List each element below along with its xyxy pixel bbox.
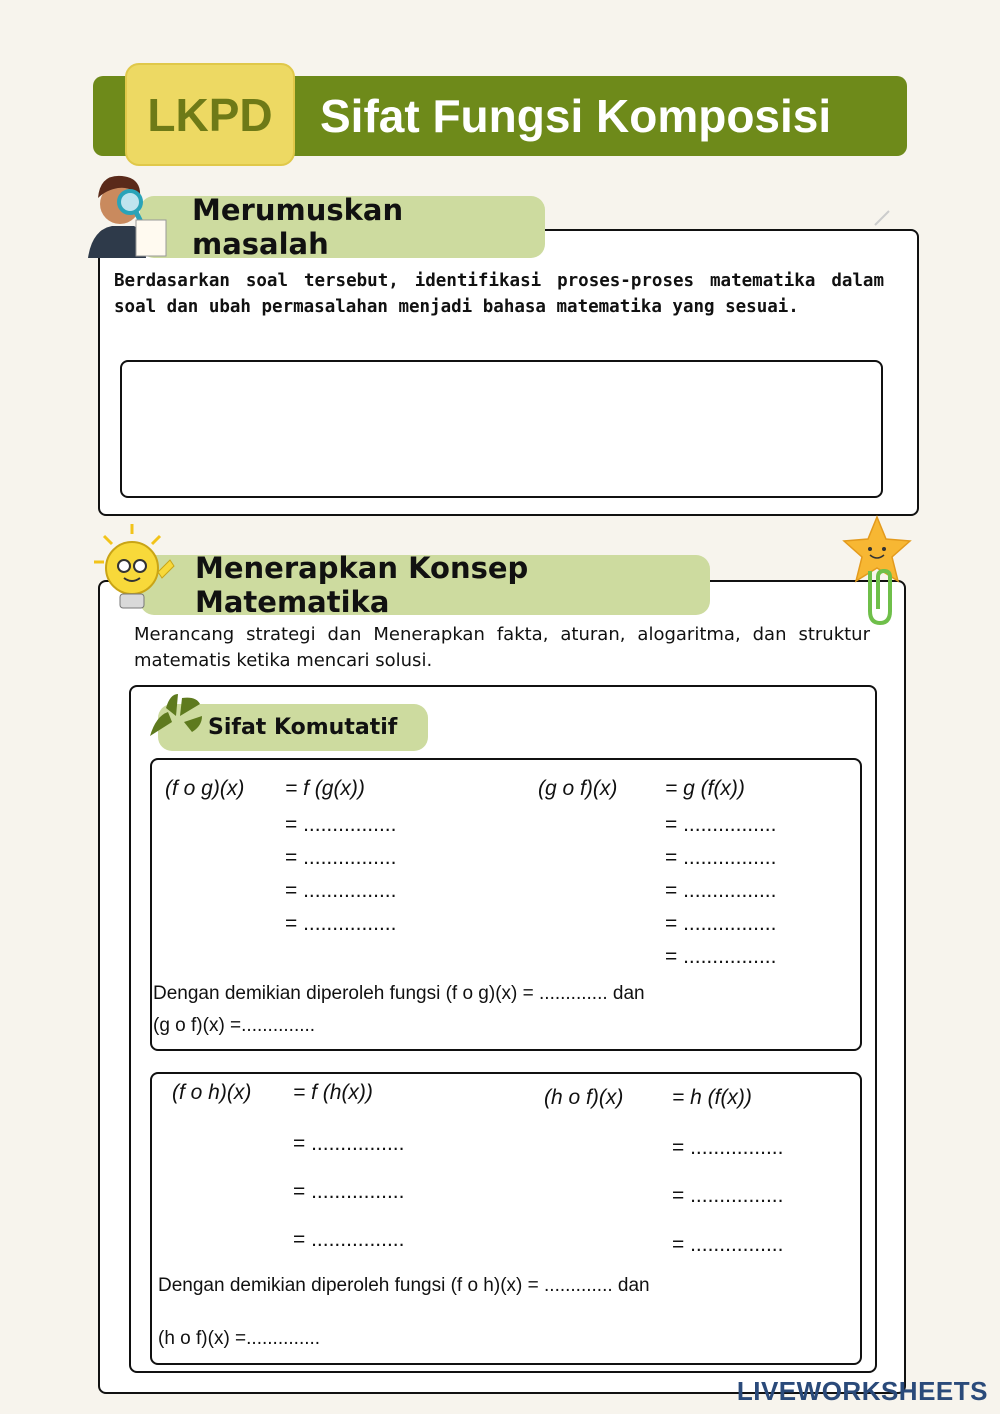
- problem-answer-field[interactable]: [120, 360, 883, 498]
- foh-step[interactable]: = ................: [293, 1180, 405, 1203]
- fog-label: (f o g)(x): [165, 777, 245, 800]
- hof-label: (h o f)(x): [544, 1086, 624, 1109]
- fog-conclusion: Dengan demikian diperoleh fungsi (f o g)(x) = ............. dan: [153, 983, 645, 1004]
- lightbulb-icon: [92, 522, 182, 614]
- gof-step[interactable]: = ................: [665, 813, 777, 836]
- hof-definition: = h (f(x)): [672, 1086, 752, 1109]
- calc-box-foh-hof: [150, 1072, 862, 1365]
- fog-step[interactable]: = ................: [285, 813, 397, 836]
- fog-definition: = f (g(x)): [285, 777, 365, 800]
- foh-definition: = f (h(x)): [293, 1081, 373, 1104]
- section-concept-instruction: Merancang strategi dan Menerapkan fakta, aturan, alogaritma, dan struktur matematis ketika mencari solusi.: [134, 624, 870, 671]
- detective-student-icon: [78, 168, 173, 260]
- fog-step[interactable]: = ................: [285, 846, 397, 869]
- hof-step[interactable]: = ................: [672, 1233, 784, 1256]
- fog-step[interactable]: = ................: [285, 912, 397, 935]
- gof-step[interactable]: = ................: [665, 879, 777, 902]
- liveworksheets-brand-text: LIVEWORKSHEETS: [736, 1376, 988, 1406]
- liveworksheets-logo[interactable]: [737, 1376, 988, 1407]
- section-problem-instruction: Berdasarkan soal tersebut, identifikasi proses-proses matematika dalam soal dan ubah permasalahan menjadi bahasa matematika yang sesuai.: [114, 271, 884, 317]
- gof-step[interactable]: = ................: [665, 945, 777, 968]
- lkpd-badge: LKPD: [125, 63, 295, 166]
- star-paperclip-icon: [840, 515, 915, 625]
- foh-conclusion: Dengan demikian diperoleh fungsi (f o h)(x) = ............. dan: [158, 1275, 650, 1296]
- gof-step[interactable]: = ................: [665, 912, 777, 935]
- fog-step[interactable]: = ................: [285, 879, 397, 902]
- hof-conclusion: (h o f)(x) =..............: [158, 1328, 321, 1349]
- burst-decoration-icon: [146, 692, 204, 740]
- calc-box-fog-gof: [150, 758, 862, 1051]
- section-problem-title: Merumuskan masalah: [140, 196, 545, 258]
- foh-step[interactable]: = ................: [293, 1228, 405, 1251]
- gof-step[interactable]: = ................: [665, 846, 777, 869]
- section-concept-title: Menerapkan Konsep Matematika: [140, 555, 710, 615]
- page-title: Sifat Fungsi Komposisi: [320, 90, 832, 142]
- hof-step[interactable]: = ................: [672, 1136, 784, 1159]
- hof-step[interactable]: = ................: [672, 1184, 784, 1207]
- foh-step[interactable]: = ................: [293, 1132, 405, 1155]
- commutative-title: Sifat Komutatif: [158, 704, 428, 751]
- pencil-doodle-icon: [872, 206, 894, 228]
- gof-conclusion: (g o f)(x) =..............: [153, 1015, 316, 1036]
- gof-label: (g o f)(x): [538, 777, 618, 800]
- foh-label: (f o h)(x): [172, 1081, 252, 1104]
- gof-definition: = g (f(x)): [665, 777, 745, 800]
